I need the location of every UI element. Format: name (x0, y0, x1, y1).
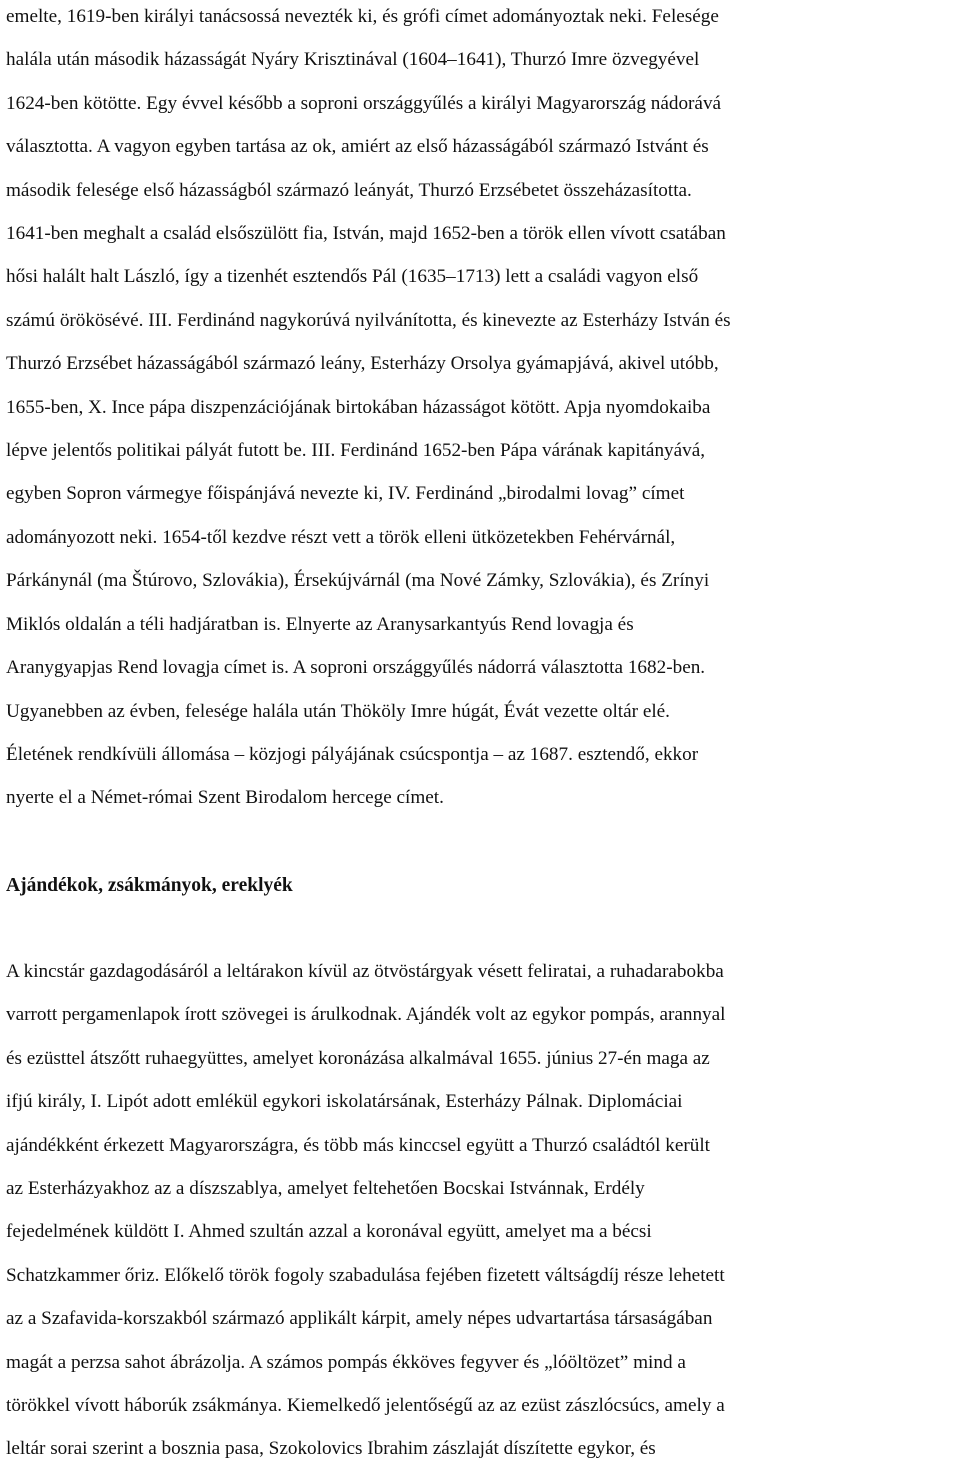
text-line: varrott pergamenlapok írott szövegei is árulkodnak. Ajándék volt az egykor pompás, arannyal (6, 1004, 726, 1026)
text-line: 1655-ben, X. Ince pápa diszpenzációjának birtokában házasságot kötött. Apja nyomdokaiba (6, 396, 711, 418)
text-line: törökkel vívott háborúk zsákmánya. Kiemelkedő jelentőségű az az ezüst zászlócsúcs, amely a (6, 1395, 725, 1417)
text-line: leltár sorai szerint a bosznia pasa, Szokolovics Ibrahim zászlaját díszítette egykor, és (6, 1438, 656, 1460)
text-line: Thurzó Erzsébet házasságából származó leány, Esterházy Orsolya gyámapjává, akivel utóbb, (6, 353, 719, 375)
text-line: fejedelmének küldött I. Ahmed szultán azzal a koronával együtt, amelyet ma a bécsi (6, 1221, 652, 1243)
text-line: Miklós oldalán a téli hadjáratban is. Elnyerte az Aranysarkantyús Rend lovagja és (6, 613, 634, 635)
text-line: választotta. A vagyon egyben tartása az ok, amiért az első házasságából származó Istvánt és (6, 136, 709, 158)
text-line: az Esterházyakhoz az a díszszablya, amelyet feltehetően Bocskai Istvánnak, Erdély (6, 1178, 645, 1200)
text-line: magát a perzsa sahot ábrázolja. A számos pompás ékköves fegyver és „lóöltözet” mind a (6, 1351, 686, 1373)
text-line: nyerte el a Német-római Szent Birodalom hercege címet. (6, 787, 444, 809)
body-paragraph (6, 0, 731, 820)
text-line: Ugyanebben az évben, felesége halála után Thököly Imre húgát, Évát vezette oltár elé. (6, 700, 670, 722)
text-line: 1641-ben meghalt a család elsőszülött fia, István, majd 1652-ben a török ellen vívott csatában (6, 223, 726, 245)
text-line: 1624-ben kötötte. Egy évvel később a soproni országgyűlés a királyi Magyarország nádorává (6, 92, 722, 114)
body-paragraph (6, 950, 726, 1471)
text-line: Aranygyapjas Rend lovagja címet is. A soproni országgyűlés nádorrá választotta 1682-ben. (6, 657, 706, 679)
text-line: A kincstár gazdagodásáról a leltárakon kívül az ötvöstárgyak vésett feliratai, a ruhadarabokba (6, 961, 724, 982)
text-line: lépve jelentős politikai pályát futott be. III. Ferdinánd 1652-ben Pápa várának kapitányává, (6, 440, 706, 462)
text-line: az a Szafavida-korszakból származó applikált kárpit, amely népes udvartartása társaságában (6, 1308, 713, 1330)
text-line: Életének rendkívüli állomása – közjogi pályájának csúcspontja – az 1687. esztendő, ekkor (6, 743, 699, 765)
text-line: számú örökösévé. III. Ferdinánd nagykorúvá nyilvánította, és kinevezte az Esterházy István és (6, 309, 731, 331)
text-line: hősi halált halt László, így a tizenhét esztendős Pál (1635–1713) lett a családi vagyon első (6, 266, 699, 288)
text-line: és ezüsttel átszőtt ruhaegyüttes, amelyet koronázása alkalmával 1655. június 27-én maga az (6, 1047, 710, 1069)
text-line: Párkánynál (ma Štúrovo, Szlovákia), Érsekújvárnál (ma Nové Zámky, Szlovákia), és Zrínyi (6, 570, 710, 592)
text-line: ajándékként érkezett Magyarországra, és több más kinccsel együtt a Thurzó családtól került (6, 1134, 710, 1156)
text-line: adományozott neki. 1654-től kezdve részt vett a török elleni ütközetekben Fehérvárnál, (6, 526, 676, 548)
text-line: emelte, 1619-ben királyi tanácsossá nevezték ki, és grófi címet adományoztak neki. Felesége (6, 6, 719, 27)
text-line: ifjú király, I. Lipót adott emlékül egykori iskolatársának, Esterházy Pálnak. Diplomáciai (6, 1091, 683, 1113)
text-line: Schatzkammer őriz. Előkelő török fogoly szabadulása fejében fizetett váltságdíj része lehetett (6, 1264, 725, 1286)
section-heading: Ajándékok, zsákmányok, ereklyék (6, 875, 293, 896)
text-line: második felesége első házasságból származó leányát, Thurzó Erzsébetet összeházasította. (6, 179, 692, 201)
text-line: egyben Sopron vármegye főispánjává nevezte ki, IV. Ferdinánd „birodalmi lovag” címet (6, 483, 685, 505)
text-line: halála után második házasságát Nyáry Krisztinával (1604–1641), Thurzó Imre özvegyével (6, 49, 700, 71)
